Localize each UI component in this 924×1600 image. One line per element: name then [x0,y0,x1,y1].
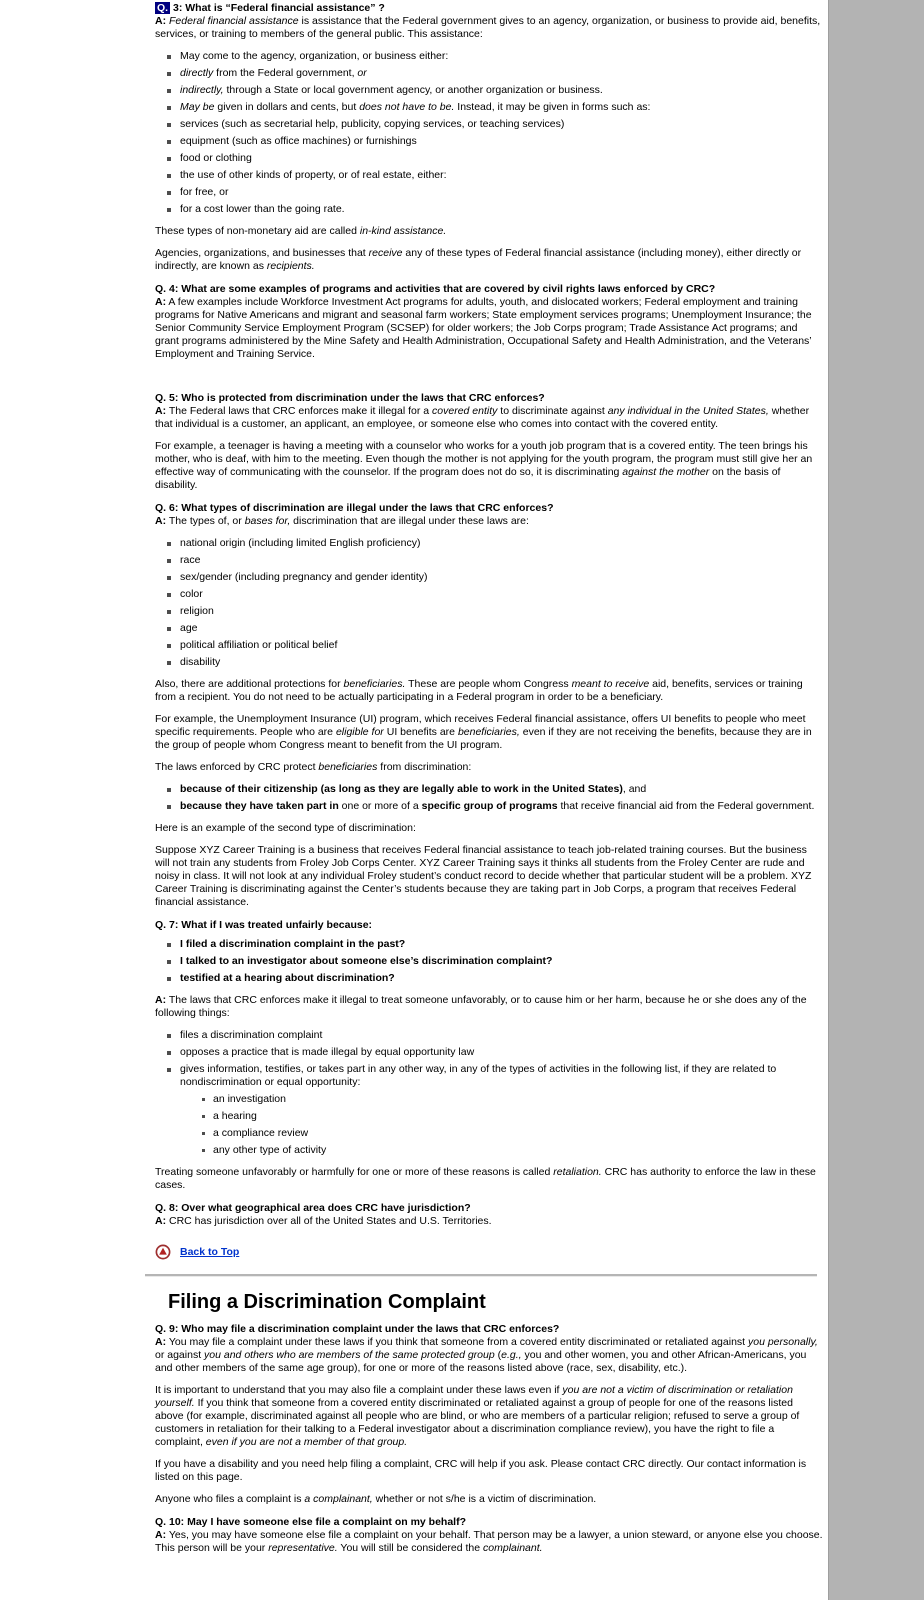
bullet-item [180,938,823,951]
italic-text: any individual in the United States, [607,405,769,417]
italic-text: a complainant, [304,1493,373,1505]
bullet-item [180,955,823,968]
bold-text: because they have taken part in [180,800,339,812]
question-heading: Q. 4: What are some examples of programs and activities that are covered by civil rights laws enforced by CRC? [155,283,716,295]
sub-bullet-item: a hearing [213,1110,823,1123]
bold-text: A: [155,405,167,417]
bullet-item: for a cost lower than the going rate. [180,203,823,216]
bullet-list [155,50,823,216]
italic-text: eligible for [335,726,384,738]
italic-text: beneficiaries, [457,726,520,738]
sub-bullet-item: any other type of activity [213,1144,823,1157]
paragraph: Agencies, organizations, and businesses that receive any of these types of Federal financial assistance (including money), either directly or indirectly, are known as recipients. [155,247,802,272]
bullet-list [155,537,823,669]
italic-text: Federal financial assistance [169,15,299,27]
bold-text: testified at a hearing about discrimination? [180,972,395,984]
italic-text: retaliation. [553,1166,602,1178]
italic-text: you personally, [748,1336,818,1348]
bullet-item: May come to the agency, organization, or business either: [180,50,823,63]
italic-text: beneficiaries. [343,678,406,690]
bold-text: specific group of programs [421,800,558,812]
paragraph: For example, a teenager is having a meeting with a counselor who works for a youth job program that is a covered entity. The teen brings his mother, who is deaf, with him to the meeting. Even though the mother is not applying for the youth program, the program must still give her an effective way of communicating with the counselor. If the program does not do so, it is discriminating against the mother on the basis of disability. [155,440,813,491]
italic-text: you are not a victim of discrimination or retaliation yourself. [155,1384,793,1409]
paragraph: A: The Federal laws that CRC enforces make it illegal for a covered entity to discriminate against any individual in the United States, whether that individual is a customer, an applicant, an employee, or someone else who comes into contact with the covered entity. [155,405,810,430]
italic-text: even if you are not a member of that group. [205,1436,408,1448]
bullet-item: May be given in dollars and cents, but does not have to be. Instead, it may be given in forms such as: [180,101,823,114]
paragraph: A: The laws that CRC enforces make it illegal to treat someone unfavorably, or to cause him or her harm, because he or she does any of the following things: [155,994,807,1019]
bullet-item: religion [180,605,823,618]
sub-bullet-item: a compliance review [213,1127,823,1140]
bullet-item: indirectly, through a State or local government agency, or another organization or business. [180,84,823,97]
bullet-item: directly from the Federal government, or [180,67,823,80]
bullet-item: files a discrimination complaint [180,1029,823,1042]
faq-content [155,0,823,1555]
q-selection-highlight: Q. [157,2,169,14]
paragraph: A: Yes, you may have someone else file a complaint on your behalf. That person may be a lawyer, a union steward, or anyone else you choose. This person will be your representative. You will still be considered the complainant. [155,1529,823,1554]
question-heading: Q. 6: What types of discrimination are illegal under the laws that CRC enforces? [155,502,554,514]
back-to-top[interactable] [155,1244,823,1260]
bullet-item: equipment (such as office machines) or furnishings [180,135,823,148]
paragraph: Also, there are additional protections for beneficiaries. These are people whom Congress meant to receive aid, benefits, services or training from a recipient. You do not need to be actually participating in a Federal program in order to be a beneficiary. [155,678,803,703]
bold-text: A: [155,515,167,527]
italic-text: in-kind assistance. [359,225,447,237]
bullet-list [155,1029,823,1157]
paragraph: These types of non-monetary aid are called in-kind assistance. [155,225,447,237]
question-heading: Q. 7: What if I was treated unfairly because: [155,919,373,931]
bullet-item: age [180,622,823,635]
italic-text: covered entity [432,405,498,417]
paragraph: A: Federal financial assistance is assistance that the Federal government gives to an agency, organization, or business to provide aid, benefits, services, or training to members of the general public. This assistance: [155,15,821,40]
bold-text: A: [155,296,167,308]
bullet-item: disability [180,656,823,669]
bullet-item: because of their citizenship (as long as they are legally able to work in the United States), and [180,783,823,796]
bold-text: I filed a discrimination complaint in the past? [180,938,406,950]
italic-text: or [357,67,367,79]
paragraph: For example, the Unemployment Insurance (UI) program, which receives Federal financial assistance, offers UI benefits to people who meet specific requirements. People who are eligible for UI benefits are beneficiaries, even if they are not receiving the benefits, because they are in the group of people whom Congress meant to benefit from the UI program. [155,713,812,751]
italic-text: you and others who are members of the same protected group [204,1349,495,1361]
paragraph: A: CRC has jurisdiction over all of the United States and U.S. Territories. [155,1215,492,1227]
paragraph: Treating someone unfavorably or harmfully for one or more of these reasons is called retaliation. CRC has authority to enforce the law in these cases. [155,1166,816,1191]
bold-text: A: [155,1215,167,1227]
paragraph: A: The types of, or bases for, discrimination that are illegal under these laws are: [155,515,529,527]
italic-text: May be [180,101,215,113]
paragraph: A: You may file a complaint under these laws if you think that someone from a covered entity discriminated or retaliated against you personally, or against you and others who are members of the same protected group (e.g., you and other women, you and other African-Americans, you and other members of the same age group), for one or more of the reasons listed above (race, sex, disability, etc.). [155,1336,818,1374]
question-heading: Q. 9: Who may file a discrimination complaint under the laws that CRC enforces? [155,1323,560,1335]
italic-text: indirectly, [180,84,224,96]
question-heading: Q. 10: May I have someone else file a complaint on my behalf? [155,1516,467,1528]
bold-text: because of their citizenship (as long as they are legally able to work in the United States) [180,783,623,795]
paragraph: It is important to understand that you may also file a complaint under these laws even if you are not a victim of discrimination or retaliation yourself. If you think that someone from a covered entity discriminated or retaliated against a group of people for one of the reasons listed above (for example, discriminated against all people who are blind, or who are members of a particular religion; refused to serve a group of customers in retaliation for their talking to a Federal investigator about a discrimination compliance review), you have the right to file a complaint, even if you are not a member of that group. [155,1384,800,1448]
bold-text: A: [155,994,167,1006]
italic-text: receive [368,247,403,259]
italic-text: directly [180,67,214,79]
bullet-item: race [180,554,823,567]
italic-text: does not have to be. [359,101,455,113]
question-heading: Q. 3: What is “Federal financial assistance” ? [157,2,385,14]
italic-text: beneficiaries [318,761,378,773]
bullet-item: sex/gender (including pregnancy and gender identity) [180,571,823,584]
section-divider [145,1274,817,1277]
italic-text: recipients. [266,260,315,272]
bullet-item: national origin (including limited English proficiency) [180,537,823,550]
bold-text: A: [155,1529,167,1541]
sub-bullet-item: an investigation [213,1093,823,1106]
italic-text: complainant. [483,1542,543,1554]
sub-bullet-list [180,1093,823,1157]
paragraph: A: A few examples include Workforce Investment Act programs for adults, youth, and dislocated workers; Federal employment and training programs for Native Americans and migrant and seasonal farm workers; State employment services programs; Unemployment Insurance; the Senior Community Service Employment Program (SCSEP) for older workers; the Job Corps program; Trade Assistance Act programs; and grant programs administered by the Mine Safety and Health Administration, Occupational Safety and Health Administration, and the Veterans’ Employment and Training Service. [155,296,812,360]
bullet-item: the use of other kinds of property, or of real estate, either: [180,169,823,182]
bullet-item: opposes a practice that is made illegal by equal opportunity law [180,1046,823,1059]
italic-text: bases for, [244,515,291,527]
bullet-list [155,938,823,985]
bullet-item: because they have taken part in one or more of a specific group of programs that receive financial aid from the Federal government. [180,800,823,813]
bullet-list [155,783,823,813]
paragraph: If you have a disability and you need help filing a complaint, CRC will help if you ask. Please contact CRC directly. Our contact information is listed on this page. [155,1458,807,1483]
italic-text: e.g., [501,1349,522,1361]
paragraph: Anyone who files a complaint is a complainant, whether or not s/he is a victim of discrimination. [155,1493,597,1505]
bullet-item: food or clothing [180,152,823,165]
bullet-item: for free, or [180,186,823,199]
right-gutter [828,0,924,1600]
bullet-item: services (such as secretarial help, publicity, copying services, or teaching services) [180,118,823,131]
paragraph: Here is an example of the second type of discrimination: [155,822,416,834]
bold-text: A: [155,1336,167,1348]
question-heading: Q. 8: Over what geographical area does CRC have jurisdiction? [155,1202,471,1214]
back-to-top-link[interactable]: Back to Top [180,1245,240,1258]
spacer [155,370,823,382]
circled-up-arrow-icon [155,1244,171,1260]
bold-text: A: [155,15,167,27]
section-title: Filing a Discrimination Complaint [168,1291,486,1313]
bold-text: I talked to an investigator about someone else’s discrimination complaint? [180,955,553,967]
italic-text: meant to receive [571,678,650,690]
italic-text: representative. [268,1542,338,1554]
paragraph: Suppose XYZ Career Training is a business that receives Federal financial assistance to teach job-related training courses. But the business will not train any students from Froley Job Corps Center. XYZ Career Training says it thinks all students from the Froley Center are rude and noisy in class. It will not look at any individual Froley student’s conduct record to decide whether that particular student will be a problem. XYZ Career Training is discriminating against the Center’s students because they are taking part in Job Corps, a program that receives Federal financial assistance. [155,844,812,908]
bullet-item [180,972,823,985]
question-heading: Q. 5: Who is protected from discrimination under the laws that CRC enforces? [155,392,545,404]
italic-text: against the mother [622,466,710,478]
paragraph: The laws enforced by CRC protect beneficiaries from discrimination: [155,761,472,773]
bullet-item: color [180,588,823,601]
bullet-item: gives information, testifies, or takes part in any other way, in any of the types of activities in the following list, if they are related to nondiscrimination or equal opportunity: an investigation a hearing a compliance review any other type of activity [180,1063,823,1157]
bullet-item: political affiliation or political belief [180,639,823,652]
